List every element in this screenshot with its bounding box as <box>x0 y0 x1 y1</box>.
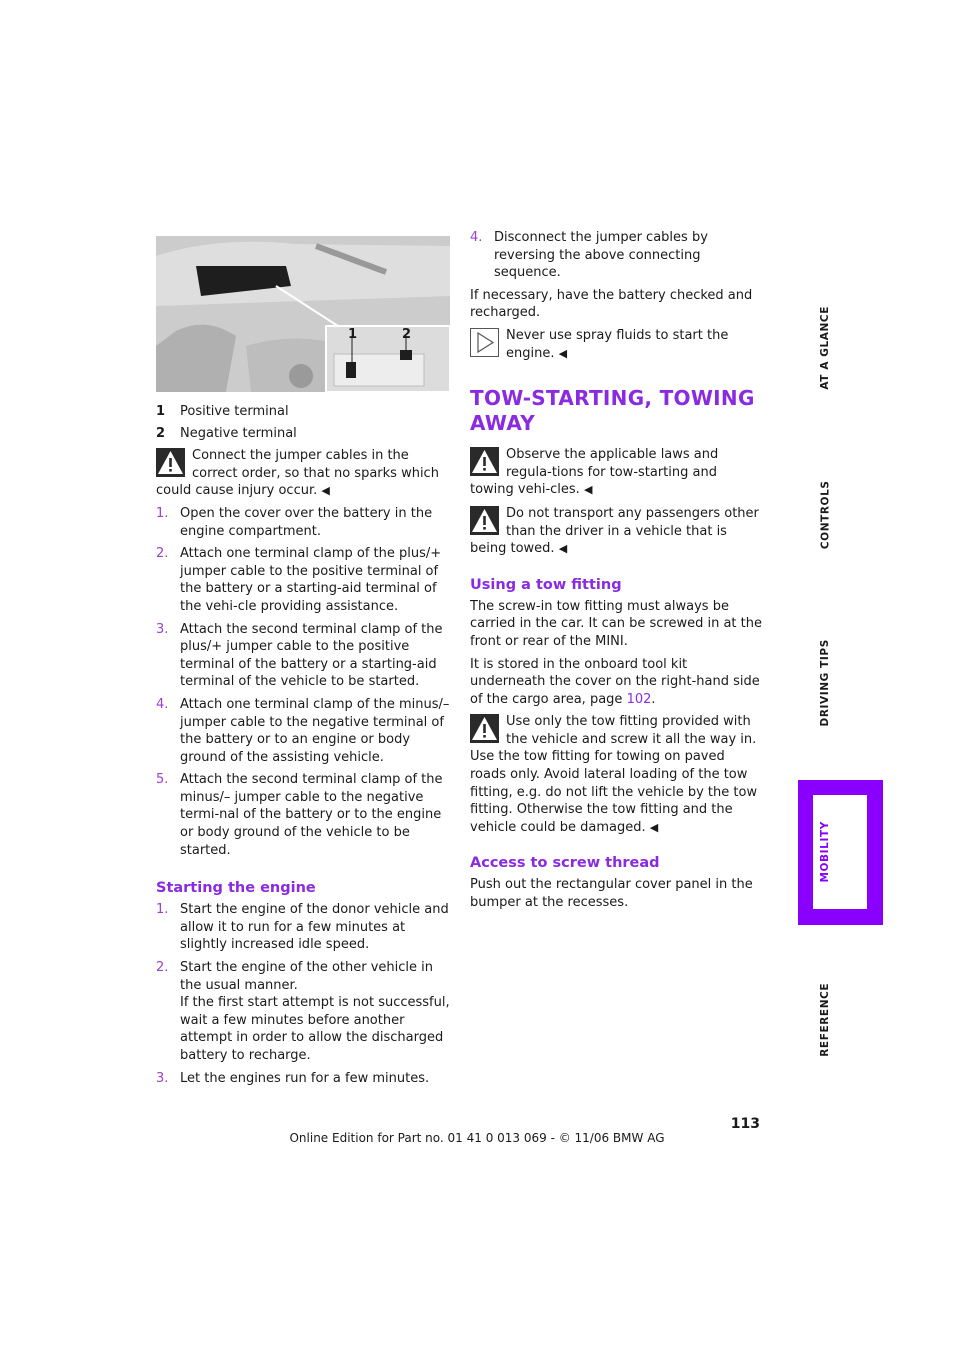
step-number: 2. <box>156 960 169 976</box>
warning-note <box>156 447 450 500</box>
list-item <box>156 621 450 691</box>
list-item <box>156 545 450 615</box>
warning-triangle-icon <box>470 447 499 476</box>
step-text: Let the engines run for a few minutes. <box>180 1070 430 1086</box>
end-mark-icon: ◀ <box>558 542 568 556</box>
tab-at-a-glance[interactable] <box>815 300 837 396</box>
step-text: Start the engine of the other vehicle in the usual manner. <box>180 960 434 993</box>
step-number: 1. <box>156 505 169 521</box>
end-mark-icon: ◀ <box>583 483 593 497</box>
step-text: Attach one terminal clamp of the minus/– jumper cable to the negative terminal of the battery or to an engine or body ground of the assisting vehicle. <box>180 696 450 765</box>
warning-triangle-icon <box>470 506 499 535</box>
warning-note <box>470 505 762 558</box>
end-mark-icon: ◀ <box>649 820 659 834</box>
tow-fitting-heading: Using a tow fitting <box>470 576 622 593</box>
step-text: Attach the second terminal clamp of the minus/– jumper cable to the negative termi-nal of the battery or to the engine or body ground of the vehicle to be started. <box>180 772 443 858</box>
battery-figure <box>156 236 450 392</box>
step-text: Start the engine of the donor vehicle and allow it to run for a few minutes at slightly increased idle speed. <box>180 902 449 953</box>
warning-note <box>470 713 762 836</box>
legend-text: Negative terminal <box>180 425 297 441</box>
list-item <box>156 959 450 1065</box>
step-number: 3. <box>156 1070 169 1086</box>
warning-text: Use only the tow fitting provided with the vehicle and screw it all the way in. Use the tow fitting for towing on paved roads only. Avoid lateral loading of the tow fitting, e.g. do not lift the vehicle by the tow fitting. Otherwise the tow fitting and the vehicle could be damaged. <box>470 714 758 835</box>
warning-triangle-icon <box>470 714 499 743</box>
access-screw-heading: Access to screw thread <box>470 855 660 872</box>
legend-text: Positive terminal <box>180 404 289 419</box>
info-note <box>470 327 762 362</box>
list-item <box>156 505 450 540</box>
figure-callout-1: 1 <box>348 327 358 342</box>
section-title: TOW-STARTING, TOWING AWAY <box>470 386 755 436</box>
legend-number: 2 <box>156 425 166 441</box>
step-number: 1. <box>156 902 169 918</box>
list-item <box>156 1070 450 1088</box>
tab-mobility[interactable] <box>815 805 837 899</box>
figure-callout-2: 2 <box>402 327 412 342</box>
warning-text: Do not transport any passengers other than the driver in a vehicle that is being towed. <box>470 505 759 557</box>
step-number: 4. <box>470 230 483 245</box>
engine-compartment-illustration <box>156 236 450 392</box>
warning-note <box>470 446 762 499</box>
tab-label: DRIVING TIPS <box>819 639 832 727</box>
tab-controls[interactable] <box>815 470 837 560</box>
disconnect-steps-list <box>470 229 762 282</box>
legend-number: 1 <box>156 404 166 419</box>
step-text: Attach one terminal clamp of the plus/+ jumper cable to the positive terminal of the battery or a starting-aid terminal of the vehi-cle providing assistance. <box>180 546 442 614</box>
info-triangle-icon <box>470 328 499 357</box>
tab-label: MOBILITY <box>819 821 832 883</box>
step-text: Disconnect the jumper cables by reversing the above connecting sequence. <box>494 230 708 281</box>
page-number: 113 <box>730 1116 760 1132</box>
info-text: Never use spray fluids to start the engine. <box>506 327 729 361</box>
left-column <box>156 236 450 1092</box>
legend-item <box>156 403 450 421</box>
step-number: 3. <box>156 621 169 637</box>
list-item <box>156 696 450 766</box>
tab-label: AT A GLANCE <box>819 306 832 390</box>
connect-steps-list <box>156 505 450 859</box>
legend-item <box>156 425 450 443</box>
end-mark-icon: ◀ <box>558 346 568 360</box>
list-item <box>156 901 450 954</box>
step-number: 2. <box>156 546 169 562</box>
access-paragraph: Push out the rectangular cover panel in the bumper at the recesses. <box>470 877 753 911</box>
starting-steps-list <box>156 901 450 1087</box>
step-text: Attach the second terminal clamp of the plus/+ jumper cable to the positive terminal of the battery or a starting-aid terminal of the vehicle to be started. <box>180 621 443 690</box>
page-link[interactable]: 102 <box>626 691 652 707</box>
warning-text: Observe the applicable laws and regula-tions for tow-starting and towing vehi-cles. <box>470 447 719 498</box>
tab-reference[interactable] <box>815 972 837 1068</box>
starting-engine-heading: Starting the engine <box>156 880 316 897</box>
battery-check-text: If necessary, have the battery checked and recharged. <box>470 287 753 321</box>
tow-paragraph-2: It is stored in the onboard tool kit underneath the cover on the right-hand side of the cargo area, page 102. <box>470 656 760 707</box>
warning-triangle-icon <box>156 448 185 477</box>
list-item <box>470 229 762 282</box>
tab-label: CONTROLS <box>819 480 832 550</box>
footer-text: Online Edition for Part no. 01 41 0 013 069 - © 11/06 BMW AG <box>289 1131 665 1145</box>
list-item <box>156 771 450 859</box>
right-column <box>470 229 762 912</box>
tow-paragraph-1: The screw-in tow fitting must always be carried in the car. It can be screwed in at the front or rear of the MINI. <box>470 598 762 649</box>
step-extra-text: If the first start attempt is not successful, wait a few minutes before another attempt in order to allow the discharged battery to recharge. <box>180 995 450 1063</box>
step-text: Open the cover over the battery in the engine compartment. <box>180 505 433 539</box>
step-number: 4. <box>156 696 169 712</box>
warning-text: Connect the jumper cables in the correct order, so that no sparks which could cause injury occur. <box>156 448 439 499</box>
tab-driving-tips[interactable] <box>815 630 837 736</box>
end-mark-icon: ◀ <box>321 484 330 498</box>
step-number: 5. <box>156 772 169 788</box>
tab-label: REFERENCE <box>819 983 832 1057</box>
